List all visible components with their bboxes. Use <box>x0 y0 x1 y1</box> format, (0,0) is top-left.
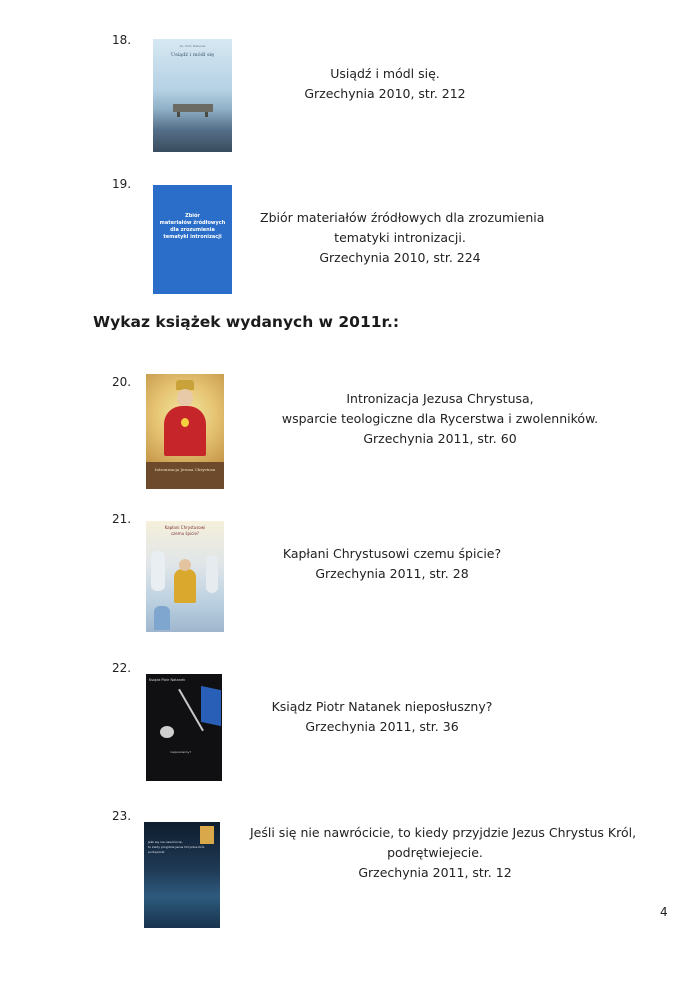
book-title-continued: tematyki intronizacji. <box>334 230 466 245</box>
book-publication: Grzechynia 2011, str. 12 <box>358 865 512 880</box>
section-heading: Wykaz książek wydanych w 2011r.: <box>93 313 400 331</box>
book-subtitle: wsparcie teologiczne dla Rycerstwa i zwolenników. <box>281 411 599 426</box>
book-number: 22. <box>112 661 132 675</box>
book-description <box>270 64 500 104</box>
heart-icon <box>181 418 189 427</box>
book-number: 21. <box>112 512 132 526</box>
book-publication: Grzechynia 2010, str. 212 <box>304 86 466 101</box>
book-publication: Grzechynia 2011, str. 36 <box>305 719 459 734</box>
book-title: Zbiór materiałów źródłowych dla zrozumienia <box>260 210 545 225</box>
cover-title: Jeśli się nie nawrócicie, to kiedy przyjdzie Jezus Chrystus Król, podręcznik <box>148 840 206 854</box>
pier-icon <box>173 104 213 112</box>
flag-icon <box>201 686 221 726</box>
book-title: Usiądź i módl się. <box>330 66 440 81</box>
cover-title: Zbiór materiałów źródłowych dla zrozumienia tematyki intronizacji <box>159 213 226 240</box>
book-description <box>282 544 502 584</box>
cover-subtitle: nieposłuszny? <box>170 750 192 754</box>
christ-king-painting-icon <box>146 374 224 489</box>
icon-image <box>200 826 214 844</box>
book-publication: Grzechynia 2011, str. 60 <box>363 431 517 446</box>
book-title: Intronizacja Jezusa Chrystusa, <box>346 391 534 406</box>
book-title: Ksiądz Piotr Natanek nieposłuszny? <box>271 699 493 714</box>
book-title: Jeśli się nie nawrócicie, to kiedy przyjdzie Jezus Chrystus Król, <box>250 825 637 840</box>
book-publication: Grzechynia 2010, str. 224 <box>319 250 481 265</box>
book-publication: Grzechynia 2011, str. 28 <box>315 566 469 581</box>
book-number: 18. <box>112 33 132 47</box>
stormy-sea-photo-icon <box>144 822 220 928</box>
book-cover-image <box>153 185 232 294</box>
cover-author: Ks. Piotr Natanek <box>179 44 206 48</box>
book-number: 23. <box>112 809 132 823</box>
book-title-continued: podrętwiejecie. <box>387 845 483 860</box>
book-number: 20. <box>112 375 132 389</box>
cover-title: Intronizacja Jezusa Chrystusa <box>154 467 216 472</box>
book-description <box>250 823 637 883</box>
book-number: 19. <box>112 177 132 191</box>
book-cover-image <box>153 39 232 152</box>
book-description <box>275 389 605 449</box>
book-description <box>260 208 545 268</box>
flag-photo-icon <box>146 674 222 781</box>
cover-title: Ksiądz Piotr Natanek <box>149 678 186 682</box>
priests-painting-icon <box>146 521 224 632</box>
page-number: 4 <box>660 905 668 919</box>
cover-title: Usiądź i módl się <box>170 52 215 58</box>
book-title: Kapłani Chrystusowi czemu śpicie? <box>282 546 502 561</box>
book-description <box>262 697 502 737</box>
cover-title: Kapłani Chrystusowi czemu śpicie? <box>164 525 206 536</box>
